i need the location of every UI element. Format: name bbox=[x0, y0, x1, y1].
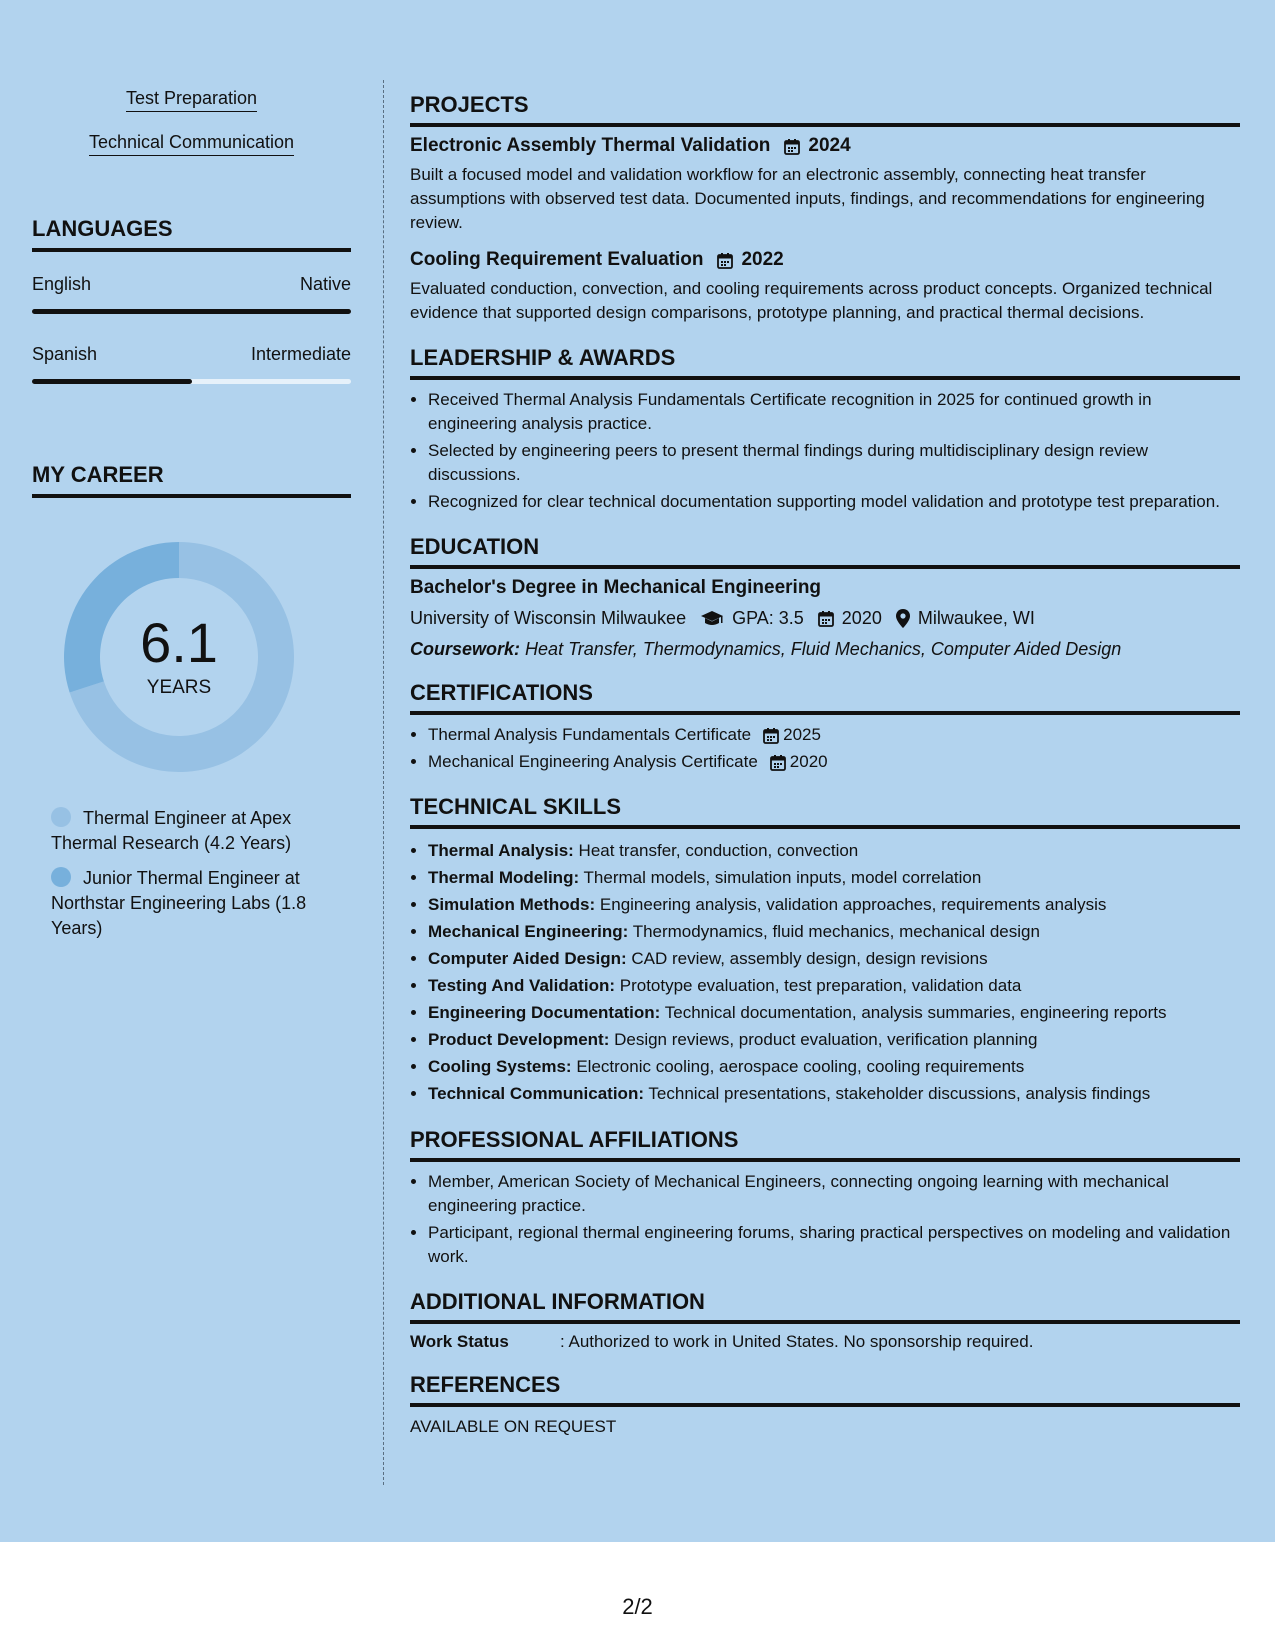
career-heading: MY CAREER bbox=[32, 462, 351, 498]
skill-label: Computer Aided Design: bbox=[428, 949, 627, 968]
section-heading: LEADERSHIP & AWARDS bbox=[410, 345, 1240, 380]
language-bar bbox=[32, 379, 351, 384]
language-name: English bbox=[32, 274, 92, 294]
career-donut-chart bbox=[64, 542, 294, 772]
calendar-icon bbox=[770, 754, 786, 771]
language-name: Spanish bbox=[32, 344, 98, 364]
school-location: Milwaukee, WI bbox=[917, 608, 1035, 628]
skill-text: Technical documentation, analysis summaries, engineering reports bbox=[664, 1003, 1167, 1022]
left-skill-item: Test Preparation bbox=[126, 88, 257, 112]
skill-text: Technical presentations, stakeholder discussions, analysis findings bbox=[648, 1084, 1151, 1103]
calendar-icon bbox=[818, 610, 834, 627]
languages-heading: LANGUAGES bbox=[32, 216, 351, 252]
skill-item bbox=[428, 918, 1240, 945]
skill-label: Testing And Validation: bbox=[428, 976, 615, 995]
education-section bbox=[410, 534, 1240, 660]
project-date: 2024 bbox=[808, 135, 851, 156]
section-heading: PROFESSIONAL AFFILIATIONS bbox=[410, 1127, 1240, 1162]
certifications-section bbox=[410, 680, 1240, 774]
skill-text: Heat transfer, conduction, convection bbox=[578, 841, 859, 860]
section-heading: EDUCATION bbox=[410, 534, 1240, 569]
legend-dot-icon bbox=[51, 867, 71, 887]
right-column bbox=[410, 92, 1240, 1457]
additional-info-section bbox=[410, 1289, 1240, 1352]
graduation-cap-icon bbox=[700, 610, 724, 627]
skill-label: Engineering Documentation: bbox=[428, 1003, 661, 1022]
career-total-value: 6.1 bbox=[140, 611, 218, 674]
project-date: 2022 bbox=[741, 249, 784, 270]
school-name: University of Wisconsin Milwaukee bbox=[410, 608, 687, 628]
certification-name: • Thermal Analysis Fundamentals Certificate bbox=[428, 725, 752, 744]
career-legend bbox=[51, 806, 351, 941]
coursework bbox=[410, 639, 1240, 660]
list-item: • Selected by engineering peers to present thermal findings during multidisciplinary design review discussions. bbox=[428, 439, 1240, 487]
project-title: Electronic Assembly Thermal Validation bbox=[410, 135, 771, 156]
skill-item bbox=[428, 972, 1240, 999]
project-item bbox=[410, 249, 1240, 325]
degree-title: Bachelor's Degree in Mechanical Engineering bbox=[410, 577, 822, 598]
left-column bbox=[32, 80, 351, 951]
skill-label: Thermal Analysis: bbox=[428, 841, 574, 860]
info-key: Work Status bbox=[410, 1332, 509, 1351]
skill-text: Engineering analysis, validation approaches, requirements analysis bbox=[599, 895, 1107, 914]
skill-item bbox=[428, 999, 1240, 1026]
skill-label: Thermal Modeling: bbox=[428, 868, 580, 887]
skill-text: Prototype evaluation, test preparation, validation data bbox=[619, 976, 1022, 995]
language-item bbox=[32, 344, 351, 384]
skill-label: Product Development: bbox=[428, 1030, 610, 1049]
section-heading: REFERENCES bbox=[410, 1372, 1240, 1407]
skill-item bbox=[428, 1026, 1240, 1053]
skill-text: Thermodynamics, fluid mechanics, mechanical design bbox=[632, 922, 1040, 941]
skill-item bbox=[428, 864, 1240, 891]
list-item: • Participant, regional thermal engineering forums, sharing practical perspectives on modeling and validation work. bbox=[428, 1221, 1240, 1269]
left-skill-item: Technical Communication bbox=[89, 132, 294, 156]
skill-item bbox=[428, 837, 1240, 864]
project-description: Built a focused model and validation workflow for an electronic assembly, connecting heat transfer assumptions with observed test data. Documented inputs, findings, and recommendations for engineering review. bbox=[410, 165, 1205, 232]
section-heading: PROJECTS bbox=[410, 92, 1240, 127]
skill-label: Technical Communication: bbox=[428, 1084, 644, 1103]
page-number: 2/2 bbox=[622, 1594, 653, 1619]
coursework-label: Coursework: bbox=[410, 639, 521, 659]
legend-label: Thermal Engineer at Apex Thermal Research (4.2 Years) bbox=[51, 808, 292, 853]
list-item: • Received Thermal Analysis Fundamentals Certificate recognition in 2025 for continued growth in engineering analysis practice. bbox=[428, 388, 1240, 436]
coursework-list: Heat Transfer, Thermodynamics, Fluid Mechanics, Computer Aided Design bbox=[525, 639, 1122, 659]
affiliations-section bbox=[410, 1127, 1240, 1269]
calendar-icon bbox=[717, 252, 733, 269]
gpa-value: GPA: 3.5 bbox=[732, 608, 804, 628]
column-divider bbox=[383, 80, 384, 1485]
list-item bbox=[428, 723, 1240, 747]
project-title: Cooling Requirement Evaluation bbox=[410, 249, 704, 270]
calendar-icon bbox=[784, 138, 800, 155]
skill-item bbox=[428, 1080, 1240, 1107]
project-description: Evaluated conduction, convection, and cooling requirements across product concepts. Organized technical evidence that supported design comparisons, prototype planning, and practical thermal decisions. bbox=[410, 279, 1213, 322]
language-level: Native bbox=[299, 274, 351, 294]
career-legend-item bbox=[51, 866, 351, 941]
technical-skills-list bbox=[410, 837, 1240, 1107]
career-legend-item bbox=[51, 806, 351, 856]
calendar-icon bbox=[763, 727, 779, 744]
list-item bbox=[428, 750, 1240, 774]
technical-skills-section bbox=[410, 794, 1240, 1107]
skill-text: Electronic cooling, aerospace cooling, cooling requirements bbox=[576, 1057, 1025, 1076]
projects-section bbox=[410, 92, 1240, 325]
skill-text: Thermal models, simulation inputs, model correlation bbox=[583, 868, 982, 887]
skill-label: Simulation Methods: bbox=[428, 895, 596, 914]
certification-name: • Mechanical Engineering Analysis Certificate bbox=[428, 752, 758, 771]
skill-label: Mechanical Engineering: bbox=[428, 922, 629, 941]
language-level: Intermediate bbox=[250, 344, 351, 364]
references-section bbox=[410, 1372, 1240, 1437]
info-value: : Authorized to work in United States. No sponsorship required. bbox=[560, 1332, 1034, 1351]
language-item bbox=[32, 274, 351, 314]
skill-label: Cooling Systems: bbox=[428, 1057, 572, 1076]
project-item bbox=[410, 135, 1240, 235]
section-heading: ADDITIONAL INFORMATION bbox=[410, 1289, 1240, 1324]
left-skill-list bbox=[32, 80, 351, 168]
language-bar-fill bbox=[32, 309, 351, 314]
skill-item bbox=[428, 945, 1240, 972]
graduation-year: 2020 bbox=[841, 608, 882, 628]
career-total-unit: YEARS bbox=[146, 677, 212, 698]
language-bar bbox=[32, 309, 351, 314]
legend-dot-icon bbox=[51, 807, 71, 827]
list-item: • Recognized for clear technical documentation supporting model validation and prototype test preparation. bbox=[428, 490, 1240, 514]
skill-item bbox=[428, 891, 1240, 918]
language-bar-fill bbox=[32, 379, 192, 384]
map-pin-icon bbox=[896, 609, 910, 628]
leadership-section bbox=[410, 345, 1240, 514]
skill-item bbox=[428, 1053, 1240, 1080]
skill-text: Design reviews, product evaluation, verification planning bbox=[614, 1030, 1038, 1049]
list-item: • Member, American Society of Mechanical Engineers, connecting ongoing learning with mechanical engineering practice. bbox=[428, 1170, 1240, 1218]
legend-label: Junior Thermal Engineer at Northstar Engineering Labs (1.8 Years) bbox=[51, 868, 307, 938]
section-heading: CERTIFICATIONS bbox=[410, 680, 1240, 715]
section-heading: TECHNICAL SKILLS bbox=[410, 794, 1240, 829]
references-text: AVAILABLE ON REQUEST bbox=[410, 1417, 617, 1436]
skill-text: CAD review, assembly design, design revisions bbox=[631, 949, 988, 968]
certification-year: 2025 bbox=[783, 725, 821, 744]
certification-year: 2020 bbox=[789, 752, 828, 771]
